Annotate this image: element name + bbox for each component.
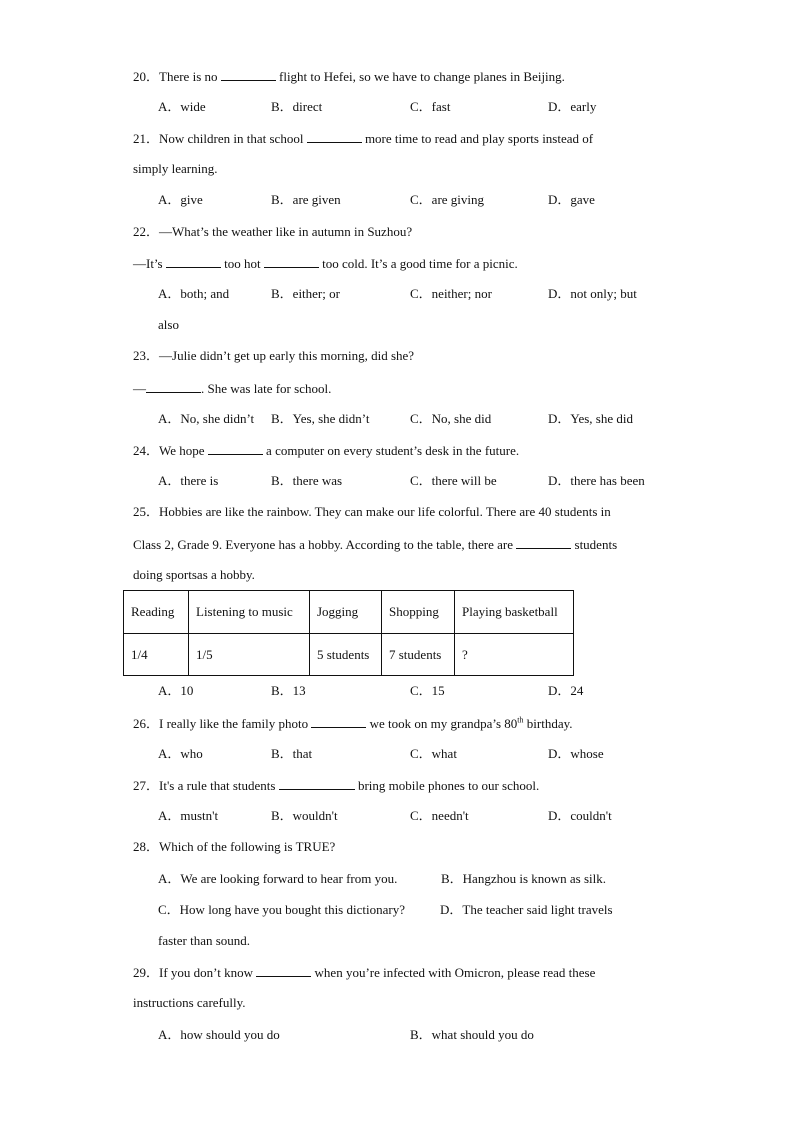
q26-blank xyxy=(311,715,366,728)
q22-blank-2 xyxy=(264,255,319,268)
q24-option-c[interactable]: C．there will be xyxy=(410,473,497,488)
q20-blank xyxy=(221,68,276,81)
question-28 xyxy=(133,839,335,855)
q25-l2-post: students xyxy=(574,537,618,552)
q21-option-a[interactable]: A．give xyxy=(158,192,203,207)
question-20 xyxy=(133,68,565,85)
q29-option-a[interactable]: A．how should you do xyxy=(158,1027,280,1042)
q28-option-a[interactable]: A．We are looking forward to hear from you. xyxy=(158,871,398,886)
hobby-table xyxy=(123,590,574,676)
q28-number: 28． xyxy=(133,839,160,854)
q25-l2-pre: Class 2, Grade 9. Everyone has a hobby. According to the table, there are xyxy=(133,537,514,552)
q22-blank-1 xyxy=(166,255,221,268)
q29-continuation: instructions carefully. xyxy=(133,995,246,1010)
q28-option-d[interactable]: D．The teacher said light travels xyxy=(440,902,613,917)
q23-option-d[interactable]: D．Yes, she did xyxy=(548,411,633,426)
question-21 xyxy=(133,130,593,147)
q26-superscript: th xyxy=(517,715,524,725)
q21-text-post: more time to read and play sports instead of xyxy=(364,131,594,146)
q23-option-c[interactable]: C．No, she did xyxy=(410,411,492,426)
q20-number: 20． xyxy=(133,69,160,84)
table-header-cell: Listening to music xyxy=(189,591,310,634)
q26-text-mid: we took on my grandpa’s 80 xyxy=(369,716,518,731)
q25-blank xyxy=(516,536,571,549)
q21-option-c[interactable]: C．are giving xyxy=(410,192,485,207)
table-header-row xyxy=(124,591,574,634)
q26-option-a[interactable]: A．who xyxy=(158,746,203,761)
q26-option-c[interactable]: C．what xyxy=(410,746,457,761)
q25-line2 xyxy=(133,536,617,553)
q27-blank xyxy=(279,777,355,790)
q23-line2 xyxy=(133,380,331,397)
q25-number: 25． xyxy=(133,504,160,519)
q28-option-b[interactable]: B．Hangzhou is known as silk. xyxy=(441,871,607,886)
q20-option-a[interactable]: A．wide xyxy=(158,99,206,114)
q21-continuation: simply learning. xyxy=(133,161,218,176)
q26-text-post: birthday. xyxy=(523,716,573,731)
table-row xyxy=(124,634,574,676)
question-24 xyxy=(133,442,519,459)
table-cell: 7 students xyxy=(382,634,455,676)
question-29 xyxy=(133,964,595,981)
q27-option-a[interactable]: A．mustn't xyxy=(158,808,219,823)
q27-option-b[interactable]: B．wouldn't xyxy=(271,808,338,823)
q21-option-d[interactable]: D．gave xyxy=(548,192,595,207)
q21-blank xyxy=(307,130,362,143)
q25-option-b[interactable]: B．13 xyxy=(271,683,306,698)
table-cell: 5 students xyxy=(310,634,382,676)
question-25 xyxy=(133,504,611,520)
q29-text-post: when you’re infected with Omicron, please read these xyxy=(314,965,596,980)
q23-line1: —Julie didn’t get up early this morning, did she? xyxy=(159,348,415,363)
question-23 xyxy=(133,348,414,364)
q28-option-d-cont: faster than sound. xyxy=(158,933,251,948)
q22-l2-post: too cold. It’s a good time for a picnic. xyxy=(322,256,518,271)
q25-option-d[interactable]: D．24 xyxy=(548,683,584,698)
table-header-cell: Jogging xyxy=(310,591,382,634)
q27-text-post: bring mobile phones to our school. xyxy=(357,778,540,793)
table-cell: 1/5 xyxy=(189,634,310,676)
q22-option-d-cont: also xyxy=(158,317,179,332)
q26-option-d[interactable]: D．whose xyxy=(548,746,604,761)
q22-line1: —What’s the weather like in autumn in Suzhou? xyxy=(159,224,413,239)
q26-number: 26． xyxy=(133,716,160,731)
table-cell: ? xyxy=(455,634,574,676)
q25-option-a[interactable]: A．10 xyxy=(158,683,194,698)
question-26 xyxy=(133,715,573,732)
question-27 xyxy=(133,777,539,794)
q27-option-d[interactable]: D．couldn't xyxy=(548,808,612,823)
table-cell: 1/4 xyxy=(124,634,189,676)
q22-option-c[interactable]: C．neither; nor xyxy=(410,286,492,301)
q23-l2-post: . She was late for school. xyxy=(201,381,332,396)
q25-option-c[interactable]: C．15 xyxy=(410,683,445,698)
q22-number: 22． xyxy=(133,224,160,239)
q22-option-a[interactable]: A．both; and xyxy=(158,286,230,301)
q22-l2-pre: —It’s xyxy=(133,256,163,271)
q24-text-pre: We hope xyxy=(159,443,205,458)
q29-option-b[interactable]: B．what should you do xyxy=(410,1027,534,1042)
q28-stem: Which of the following is TRUE? xyxy=(159,839,336,854)
q23-option-a[interactable]: A．No, she didn’t xyxy=(158,411,255,426)
q24-number: 24． xyxy=(133,443,160,458)
q24-text-post: a computer on every student’s desk in the future. xyxy=(266,443,520,458)
q23-l2-pre: — xyxy=(133,381,146,396)
q22-option-b[interactable]: B．either; or xyxy=(271,286,340,301)
q27-option-c[interactable]: C．needn't xyxy=(410,808,469,823)
q23-number: 23． xyxy=(133,348,160,363)
q20-option-b[interactable]: B．direct xyxy=(271,99,323,114)
q20-text-pre: There is no xyxy=(159,69,218,84)
q29-number: 29． xyxy=(133,965,160,980)
q24-blank xyxy=(208,442,263,455)
q20-text-post: flight to Hefei, so we have to change planes in Beijing. xyxy=(279,69,565,84)
q26-option-b[interactable]: B．that xyxy=(271,746,313,761)
q23-blank xyxy=(146,380,201,393)
q29-blank xyxy=(256,964,311,977)
table-header-cell: Shopping xyxy=(382,591,455,634)
question-22 xyxy=(133,224,412,240)
q21-option-b[interactable]: B．are given xyxy=(271,192,341,207)
q22-l2-mid: too hot xyxy=(224,256,261,271)
q27-number: 27． xyxy=(133,778,160,793)
q22-option-d[interactable]: D．not only; but xyxy=(548,286,637,301)
table-header-cell: Playing basketball xyxy=(455,591,574,634)
q26-text-pre: I really like the family photo xyxy=(159,716,309,731)
q27-text-pre: It's a rule that students xyxy=(159,778,276,793)
q24-option-a[interactable]: A．there is xyxy=(158,473,219,488)
q25-line3: doing sportsas a hobby. xyxy=(133,567,255,582)
q20-option-d[interactable]: D．early xyxy=(548,99,597,114)
q24-option-d[interactable]: D．there has been xyxy=(548,473,645,488)
q24-option-b[interactable]: B．there was xyxy=(271,473,343,488)
q21-number: 21． xyxy=(133,131,160,146)
table-header-cell: Reading xyxy=(124,591,189,634)
q23-option-b[interactable]: B．Yes, she didn’t xyxy=(271,411,370,426)
q22-line2 xyxy=(133,255,518,272)
q21-text-pre: Now children in that school xyxy=(159,131,304,146)
q29-text-pre: If you don’t know xyxy=(159,965,254,980)
q25-line1: Hobbies are like the rainbow. They can make our life colorful. There are 40 students in xyxy=(159,504,611,519)
q20-option-c[interactable]: C．fast xyxy=(410,99,451,114)
q28-option-c[interactable]: C．How long have you bought this dictionary? xyxy=(158,902,405,917)
